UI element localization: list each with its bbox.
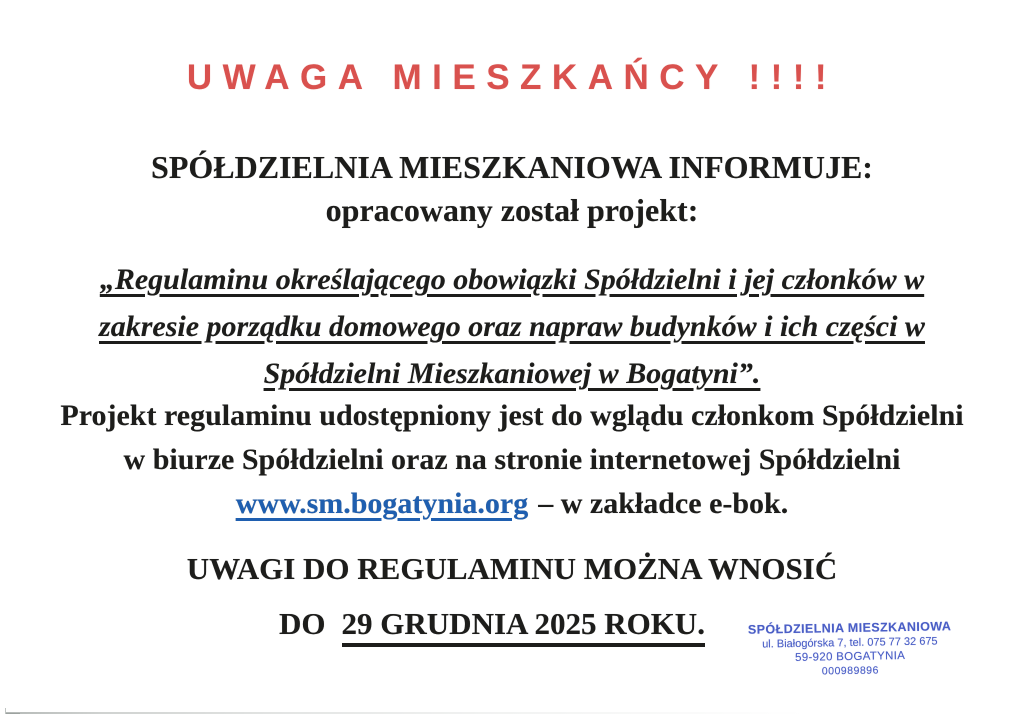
- deadline-date: 29 GRUDNIA 2025 ROKU.: [342, 606, 705, 647]
- availability-line-2: w biurze Spółdzielni oraz na stronie internetowej Spółdzielni: [123, 443, 901, 476]
- cooperative-stamp: [742, 618, 959, 680]
- regulation-quote: [0, 256, 1024, 397]
- project-prepared-line: opracowany został projekt:: [325, 192, 699, 228]
- notice-subheading: [0, 146, 1024, 232]
- notice-title: UWAGA MIESZKAŃCY !!!!: [186, 58, 838, 97]
- stamp-city-line: 59-920 BOGATYNIA: [795, 650, 906, 665]
- scan-edge-artifact: [6, 712, 806, 714]
- ebok-tab-note: – w zakładce e-bok.: [538, 487, 789, 520]
- availability-line-3: [0, 482, 1024, 526]
- website-link[interactable]: www.sm.bogatynia.org: [235, 487, 529, 520]
- stamp-address-line: ul. Białogórska 7, tel. 075 77 32 675: [762, 635, 938, 651]
- regulation-quote-line-3: Spółdzielni Mieszkaniowej w Bogatyni”.: [263, 357, 761, 390]
- deadline-heading: UWAGI DO REGULAMINU MOŻNA WNOSIĆ: [186, 551, 838, 586]
- regulation-quote-line-1: „Regulaminu określającego obowiązki Spółdzielni i jej członków w: [99, 263, 925, 296]
- scan-corner-artifact: [5, 708, 20, 714]
- cooperative-informs-line: SPÓŁDZIELNIA MIESZKANIOWA INFORMUJE:: [151, 149, 873, 185]
- availability-paragraph: [0, 394, 1024, 526]
- stamp-number-line: 000989896: [821, 664, 880, 678]
- availability-line-1: Projekt regulaminu udostępniony jest do wglądu członkom Spółdzielni: [60, 399, 964, 432]
- regulation-quote-line-2: zakresie porządku domowego oraz napraw budynków i ich części w: [99, 310, 925, 343]
- stamp-name-line: SPÓŁDZIELNIA MIESZKANIOWA: [747, 619, 952, 637]
- deadline-prefix: DO: [279, 606, 326, 641]
